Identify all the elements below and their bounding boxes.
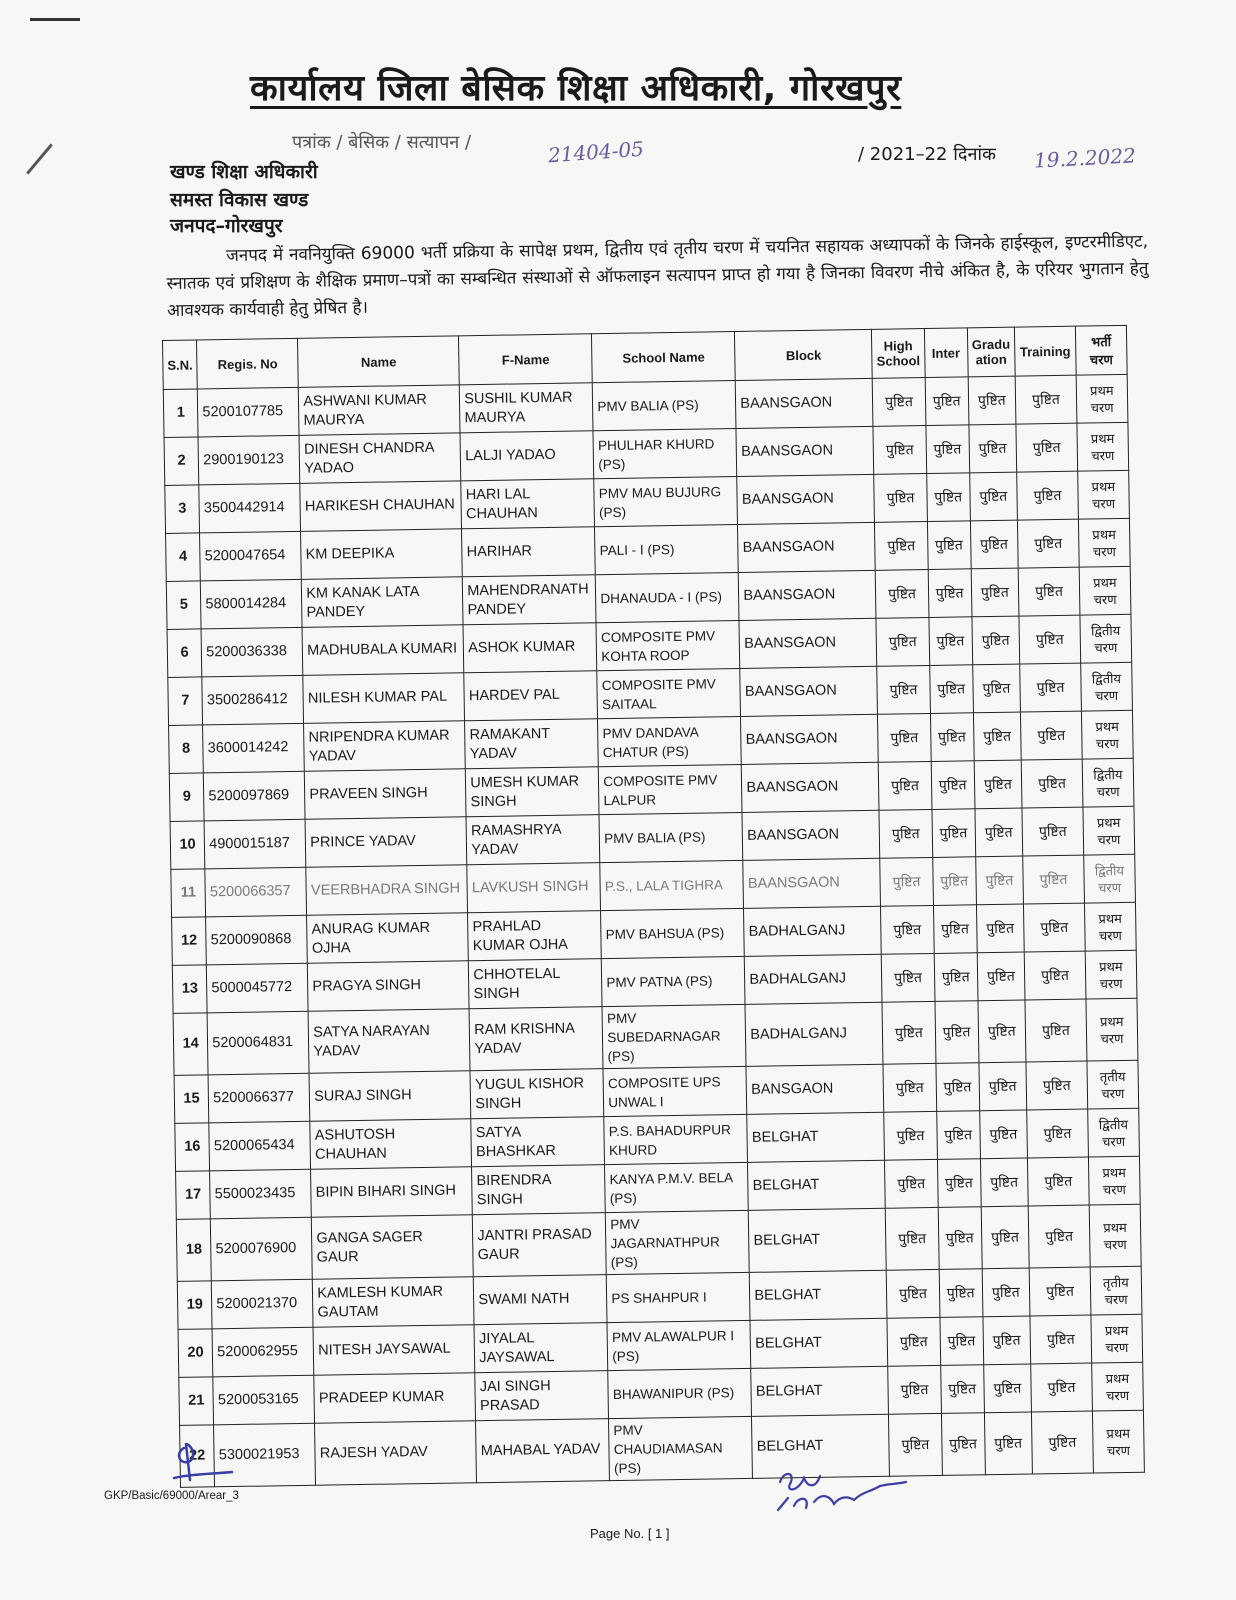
signature-left [166, 1440, 236, 1494]
cell-name: BIPIN BIHARI SINGH [311, 1167, 473, 1218]
cell-graduation: पुष्टित [969, 424, 1017, 473]
cell-high-school: पुष्टित [873, 426, 926, 475]
cell-block: BAANSGAON [739, 570, 877, 620]
header-school: School Name [592, 332, 736, 383]
cell-phase: प्रथम चरण [1078, 518, 1130, 567]
cell-graduation: पुष्टित [975, 856, 1023, 905]
cell-high-school: पुष्टित [886, 1269, 939, 1318]
cell-block: BADHALGANJ [745, 1002, 883, 1066]
cell-graduation: पुष्टित [979, 1062, 1027, 1111]
header-high-school: High School [872, 329, 925, 379]
cell-inter: पुष्टित [925, 377, 969, 426]
cell-regis: 5200090868 [206, 915, 308, 965]
cell-block: BAANSGAON [742, 762, 880, 812]
cell-regis: 5200066377 [208, 1073, 310, 1123]
cell-sn: 7 [168, 677, 203, 726]
cell-school: PMV BALIA (PS) [593, 380, 737, 430]
cell-phase: प्रथम चरण [1077, 422, 1129, 471]
teacher-table-container [162, 325, 1145, 1488]
cell-name: SATYA NARAYAN YADAV [308, 1009, 470, 1074]
cell-sn: 12 [172, 917, 207, 966]
cell-high-school: पुष्टित [875, 522, 928, 571]
cell-training: पुष्टित [1027, 1157, 1089, 1206]
address-line-2: समस्त विकास खण्ड [170, 189, 309, 211]
cell-name: NILESH KUMAR PAL [303, 673, 465, 724]
cell-sn: 2 [164, 437, 199, 486]
cell-graduation: पुष्टित [981, 1206, 1029, 1269]
cell-name: HARIKESH CHAUHAN [300, 481, 462, 532]
cell-school: PMV SUBEDARNAGAR (PS) [602, 1004, 746, 1068]
cell-name: VEERBHADRA SINGH [306, 865, 468, 916]
cell-regis: 5200107785 [198, 387, 300, 437]
cell-regis: 5200097869 [204, 771, 306, 821]
cell-inter: पुष्टित [936, 1111, 980, 1160]
cell-inter: पुष्टित [928, 569, 972, 618]
cell-sn: 3 [165, 485, 200, 534]
cell-phase: प्रथम चरण [1083, 806, 1135, 855]
cell-sn: 22 [180, 1425, 215, 1488]
cell-training: पुष्टित [1017, 471, 1079, 520]
header-name: Name [298, 336, 460, 388]
cell-school: PHULHAR KHURD (PS) [593, 428, 737, 478]
cell-school: PMV PATNA (PS) [602, 956, 746, 1006]
cell-sn: 14 [173, 1013, 208, 1076]
reference-prefix: पत्रांक / बेसिक / सत्यापन / [292, 132, 472, 153]
reference-year: / 2021–22 दिनांक [858, 144, 996, 165]
cell-regis: 3600014242 [203, 723, 305, 773]
cell-inter: पुष्टित [940, 1365, 984, 1414]
cell-block: BELGHAT [749, 1208, 887, 1272]
cell-block: BELGHAT [748, 1160, 886, 1210]
cell-phase: द्वितीय चरण [1084, 854, 1136, 903]
pen-mark [30, 18, 80, 21]
cell-inter: पुष्टित [931, 761, 975, 810]
cell-inter: पुष्टित [937, 1159, 981, 1208]
cell-training: पुष्टित [1023, 903, 1085, 952]
cell-block: BELGHAT [751, 1366, 889, 1416]
cell-inter: पुष्टित [926, 425, 970, 474]
cell-school: PALI - I (PS) [595, 524, 739, 574]
cell-fname: HARI LAL CHAUHAN [461, 479, 595, 529]
cell-block: BAANSGAON [739, 618, 877, 668]
cell-high-school: पुष्टित [886, 1207, 939, 1270]
cell-regis: 5500023435 [210, 1169, 312, 1219]
cell-graduation: पुष्टित [978, 1000, 1026, 1063]
cell-inter: पुष्टित [927, 521, 971, 570]
address-line-1: खण्ड शिक्षा अधिकारी [170, 161, 318, 183]
cell-graduation: पुष्टित [970, 520, 1018, 569]
cell-high-school: पुष्टित [872, 378, 925, 427]
cell-high-school: पुष्टित [884, 1111, 937, 1160]
cell-phase: द्वितीय चरण [1080, 614, 1132, 663]
cell-inter: पुष्टित [929, 617, 973, 666]
cell-phase: प्रथम चरण [1085, 950, 1137, 999]
cell-phase: प्रथम चरण [1084, 902, 1136, 951]
office-title: कार्यालय जिला बेसिक शिक्षा अधिकारी, गोरखपुर [250, 68, 902, 109]
cell-training: पुष्टित [1019, 615, 1081, 664]
cell-training: पुष्टित [1020, 663, 1082, 712]
cell-high-school: पुष्टित [879, 761, 932, 810]
cell-sn: 10 [170, 821, 205, 870]
cell-inter: पुष्टित [941, 1413, 985, 1476]
cell-name: NRIPENDRA KUMAR YADAV [304, 721, 466, 772]
cell-regis: 5300021953 [214, 1423, 316, 1487]
cell-inter: पुष्टित [938, 1207, 982, 1270]
cell-high-school: पुष्टित [883, 1063, 936, 1112]
cell-high-school: पुष्टित [876, 569, 929, 618]
cell-regis: 5200053165 [213, 1375, 315, 1425]
cell-block: BAANSGAON [736, 378, 874, 428]
cell-regis: 3500442914 [199, 483, 301, 533]
cell-school: PMV DANDAVA CHATUR (PS) [598, 716, 742, 766]
cell-block: BANSGAON [746, 1064, 884, 1114]
cell-fname: RAMAKANT YADAV [465, 719, 599, 769]
cell-inter: पुष्टित [932, 809, 976, 858]
cell-fname: SUSHIL KUMAR MAURYA [460, 383, 594, 433]
cell-name: SURAJ SINGH [309, 1071, 471, 1122]
cell-graduation: पुष्टित [971, 568, 1019, 617]
cell-regis: 5200076900 [211, 1217, 313, 1281]
cell-name: DINESH CHANDRA YADAO [299, 433, 461, 484]
cell-regis: 5200065434 [209, 1121, 311, 1171]
cell-block: BAANSGAON [740, 666, 878, 716]
cell-name: PRINCE YADAV [305, 817, 467, 868]
cell-school: PMV ALAWALPUR I (PS) [607, 1320, 751, 1370]
header-fname: F-Name [459, 334, 593, 385]
cell-sn: 11 [171, 869, 206, 918]
teacher-table [162, 325, 1145, 1488]
cell-regis: 5800014284 [201, 579, 303, 629]
cell-training: पुष्टित [1016, 423, 1078, 472]
cell-sn: 16 [175, 1123, 210, 1172]
cell-phase: प्रथम चरण [1079, 566, 1131, 615]
cell-graduation: पुष्टित [983, 1316, 1031, 1365]
cell-phase: द्वितीय चरण [1082, 758, 1134, 807]
cell-phase: प्रथम चरण [1086, 998, 1138, 1061]
cell-inter: पुष्टित [933, 905, 977, 954]
cell-block: BELGHAT [752, 1414, 890, 1478]
cell-fname: PRAHLAD KUMAR OJHA [468, 911, 602, 961]
cell-high-school: पुष्टित [881, 905, 934, 954]
cell-name: RAJESH YADAV [315, 1421, 477, 1486]
cell-school: PMV CHAUDIAMASAN (PS) [609, 1416, 753, 1480]
cell-training: पुष्टित [1025, 999, 1087, 1062]
cell-training: पुष्टित [1028, 1205, 1090, 1268]
cell-sn: 18 [176, 1219, 211, 1282]
cell-fname: JIYALAL JAYSAWAL [474, 1323, 608, 1373]
cell-name: PRADEEP KUMAR [314, 1373, 476, 1424]
cell-graduation: पुष्टित [982, 1268, 1030, 1317]
cell-high-school: पुष्टित [882, 953, 935, 1002]
cell-phase: प्रथम चरण [1089, 1204, 1141, 1267]
address-line-3: जनपद–गोरखपुर [170, 215, 283, 237]
cell-sn: 13 [172, 965, 207, 1014]
cell-graduation: पुष्टित [984, 1412, 1032, 1475]
cell-graduation: पुष्टित [983, 1364, 1031, 1413]
header-inter: Inter [924, 328, 968, 378]
cell-block: BELGHAT [747, 1112, 885, 1162]
table-body [163, 374, 1144, 1487]
cell-block: BAANSGAON [741, 714, 879, 764]
cell-regis: 5200021370 [212, 1279, 314, 1329]
cell-inter: पुष्टित [926, 473, 970, 522]
cell-fname: SWAMI NATH [474, 1275, 608, 1325]
cell-block: BELGHAT [750, 1270, 888, 1320]
cell-high-school: पुष्टित [885, 1159, 938, 1208]
cell-graduation: पुष्टित [980, 1158, 1028, 1207]
cell-fname: UMESH KUMAR SINGH [466, 767, 600, 817]
cell-name: KM KANAK LATA PANDEY [302, 577, 464, 628]
cell-name: PRAVEEN SINGH [305, 769, 467, 820]
cell-phase: तृतीय चरण [1090, 1266, 1142, 1315]
cell-training: पुष्टित [1026, 1061, 1088, 1110]
cell-sn: 8 [169, 725, 204, 774]
cell-high-school: पुष्टित [880, 857, 933, 906]
cell-school: COMPOSITE PMV KOHTA ROOP [596, 620, 740, 670]
cell-high-school: पुष्टित [887, 1317, 940, 1366]
cell-training: पुष्टित [1022, 807, 1084, 856]
cell-name: ASHUTOSH CHAUHAN [310, 1119, 472, 1170]
cell-school: PMV MAU BUJURG (PS) [594, 476, 738, 526]
cell-regis: 4900015187 [204, 819, 306, 869]
cell-school: P.S. BAHADURPUR KHURD [604, 1114, 748, 1164]
footer-document-code: GKP/Basic/69000/Arear_3 [104, 1490, 239, 1502]
cell-school: PMV BAHSUA (PS) [601, 908, 745, 958]
cell-inter: पुष्टित [940, 1317, 984, 1366]
cell-name: ASHWANI KUMAR MAURYA [299, 385, 461, 436]
cell-sn: 4 [166, 533, 201, 582]
header-regis: Regis. No [197, 338, 299, 389]
cell-fname: HARDEV PAL [464, 671, 598, 721]
cell-high-school: पुष्टित [879, 809, 932, 858]
cell-regis: 5000045772 [207, 963, 309, 1013]
cell-regis: 3500286412 [202, 675, 304, 725]
cell-name: PRAGYA SINGH [308, 961, 470, 1012]
cell-regis: 5200062955 [212, 1327, 314, 1377]
cell-sn: 20 [178, 1329, 213, 1378]
cell-school: COMPOSITE PMV SAITAAL [597, 668, 741, 718]
cell-inter: पुष्टित [935, 1001, 979, 1064]
cell-training: पुष्टित [1017, 519, 1079, 568]
footer-page-number: Page No. [ 1 ] [590, 1526, 670, 1541]
cell-phase: द्वितीय चरण [1081, 662, 1133, 711]
cell-graduation: पुष्टित [968, 376, 1016, 425]
cell-training: पुष्टित [1015, 375, 1077, 424]
cell-training: पुष्टित [1031, 1363, 1093, 1412]
signature-right [770, 1462, 930, 1526]
cell-school: BHAWANIPUR (PS) [608, 1368, 752, 1418]
cell-inter: पुष्टित [930, 713, 974, 762]
cell-school: COMPOSITE PMV LALPUR [599, 764, 743, 814]
cell-block: BAANSGAON [743, 858, 881, 908]
cell-graduation: पुष्टित [977, 952, 1025, 1001]
cell-training: पुष्टित [1030, 1315, 1092, 1364]
cell-fname: RAMASHRYA YADAV [466, 815, 600, 865]
cell-graduation: पुष्टित [969, 472, 1017, 521]
cell-graduation: पुष्टित [972, 616, 1020, 665]
cell-regis: 5200036338 [201, 627, 303, 677]
cell-phase: प्रथम चरण [1081, 710, 1133, 759]
cell-graduation: पुष्टित [972, 664, 1020, 713]
cell-phase: प्रथम चरण [1091, 1314, 1143, 1363]
cell-fname: JAI SINGH PRASAD [475, 1371, 609, 1421]
cell-high-school: पुष्टित [888, 1365, 941, 1414]
cell-phase: द्वितीय चरण [1088, 1108, 1140, 1157]
cell-name: NITESH JAYSAWAL [313, 1325, 475, 1376]
header-block: Block [735, 329, 873, 380]
cell-training: पुष्टित [1023, 855, 1085, 904]
cell-fname: BIRENDRA SINGH [472, 1165, 606, 1215]
cell-fname: LALJI YADAO [460, 431, 594, 481]
cell-inter: पुष्टित [934, 953, 978, 1002]
cell-inter: पुष्टित [932, 857, 976, 906]
cell-training: पुष्टित [1020, 711, 1082, 760]
cell-training: पुष्टित [1024, 951, 1086, 1000]
cell-high-school: पुष्टित [877, 665, 930, 714]
cell-school: COMPOSITE UPS UNWAL I [603, 1066, 747, 1116]
header-graduation: Gradu ation [967, 327, 1015, 377]
cell-training: पुष्टित [1021, 759, 1083, 808]
cell-inter: पुष्टित [936, 1063, 980, 1112]
cell-block: BAANSGAON [737, 474, 875, 524]
cell-block: BAANSGAON [742, 810, 880, 860]
cell-fname: HARIHAR [462, 527, 596, 577]
cell-block: BELGHAT [750, 1318, 888, 1368]
cell-high-school: पुष्टित [876, 617, 929, 666]
cell-high-school: पुष्टित [874, 474, 927, 523]
cell-fname: CHHOTELAL SINGH [469, 959, 603, 1009]
cell-name: KAMLESH KUMAR GAUTAM [313, 1277, 475, 1328]
cell-phase: प्रथम चरण [1088, 1156, 1140, 1205]
cell-block: BAANSGAON [736, 426, 874, 476]
cell-sn: 1 [163, 389, 198, 438]
body-paragraph: जनपद में नवनियुक्ति 69000 भर्ती प्रक्रिया के सापेक्ष प्रथम, द्वितीय एवं तृतीय चरण में चयनित सहायक अध्यापकों के जिनके हाईस्कूल, इण्टरमीडिएट, स्नातक एवं प्रशिक्षण के शैक्षिक प्रमाण–पत्रों का सम्बन्धित संस्थाओं से ऑफलाइन सत्यापन प्राप्त हो गया है जिनका विवरण नीचे अंकित है, के एरियर भुगतान हेतु आवश्यक कार्यवाही हेतु प्रेषित है। [166, 231, 1149, 321]
cell-phase: प्रथम चरण [1092, 1410, 1144, 1473]
pen-mark [26, 143, 53, 174]
cell-block: BAANSGAON [738, 522, 876, 572]
header-training: Training [1014, 326, 1076, 376]
cell-sn: 9 [169, 773, 204, 822]
cell-sn: 6 [167, 629, 202, 678]
cell-regis: 5200047654 [200, 531, 302, 581]
cell-graduation: पुष्टित [976, 904, 1024, 953]
cell-regis: 5200066357 [205, 867, 307, 917]
cell-training: पुष्टित [1018, 567, 1080, 616]
cell-inter: पुष्टित [939, 1269, 983, 1318]
cell-graduation: पुष्टित [975, 808, 1023, 857]
cell-sn: 5 [166, 581, 201, 630]
cell-graduation: पुष्टित [979, 1110, 1027, 1159]
reference-number-handwritten: 21404-05 [547, 136, 645, 168]
header-sn: S.N. [163, 340, 198, 390]
cell-block: BADHALGANJ [744, 906, 882, 956]
cell-school: PS SHAHPUR I [607, 1272, 751, 1322]
cell-fname: SATYA BHASHKAR [471, 1117, 605, 1167]
cell-fname: LAVKUSH SINGH [467, 863, 601, 913]
cell-fname: RAM KRISHNA YADAV [469, 1007, 603, 1071]
cell-school: PMV BALIA (PS) [599, 812, 743, 862]
cell-sn: 19 [177, 1281, 212, 1330]
cell-high-school: पुष्टित [882, 1001, 935, 1064]
cell-training: पुष्टित [1029, 1267, 1091, 1316]
cell-phase: प्रथम चरण [1076, 374, 1128, 423]
cell-training: पुष्टित [1031, 1411, 1093, 1474]
cell-regis: 2900190123 [198, 435, 300, 485]
cell-name: MADHUBALA KUMARI [302, 625, 464, 676]
cell-sn: 15 [174, 1075, 209, 1124]
cell-fname: YUGUL KISHOR SINGH [470, 1069, 604, 1119]
cell-high-school: पुष्टित [878, 713, 931, 762]
cell-name: ANURAG KUMAR OJHA [307, 913, 469, 964]
cell-fname: ASHOK KUMAR [463, 623, 597, 673]
cell-phase: तृतीय चरण [1087, 1060, 1139, 1109]
date-handwritten: 19.2.2022 [1033, 143, 1137, 173]
cell-school: DHANAUDA - I (PS) [596, 572, 740, 622]
cell-name: GANGA SAGER GAUR [312, 1215, 474, 1280]
cell-sn: 21 [179, 1377, 214, 1426]
cell-block: BADHALGANJ [745, 954, 883, 1004]
cell-school: PMV JAGARNATHPUR (PS) [606, 1210, 750, 1274]
cell-school: KANYA P.M.V. BELA (PS) [605, 1162, 749, 1212]
cell-phase: प्रथम चरण [1078, 470, 1130, 519]
cell-high-school: पुष्टित [889, 1413, 942, 1476]
cell-sn: 17 [176, 1171, 211, 1220]
header-phase: भर्ती चरण [1075, 325, 1127, 375]
cell-phase: प्रथम चरण [1092, 1362, 1144, 1411]
cell-regis: 5200064831 [207, 1011, 309, 1075]
cell-graduation: पुष्टित [974, 760, 1022, 809]
cell-fname: JANTRI PRASAD GAUR [473, 1213, 607, 1277]
cell-school: P.S., LALA TIGHRA [600, 860, 744, 910]
cell-fname: MAHENDRANATH PANDEY [463, 575, 597, 625]
cell-inter: पुष्टित [929, 665, 973, 714]
cell-training: पुष्टित [1027, 1109, 1089, 1158]
cell-fname: MAHABAL YADAV [476, 1419, 610, 1483]
cell-graduation: पुष्टित [973, 712, 1021, 761]
cell-name: KM DEEPIKA [301, 529, 463, 580]
